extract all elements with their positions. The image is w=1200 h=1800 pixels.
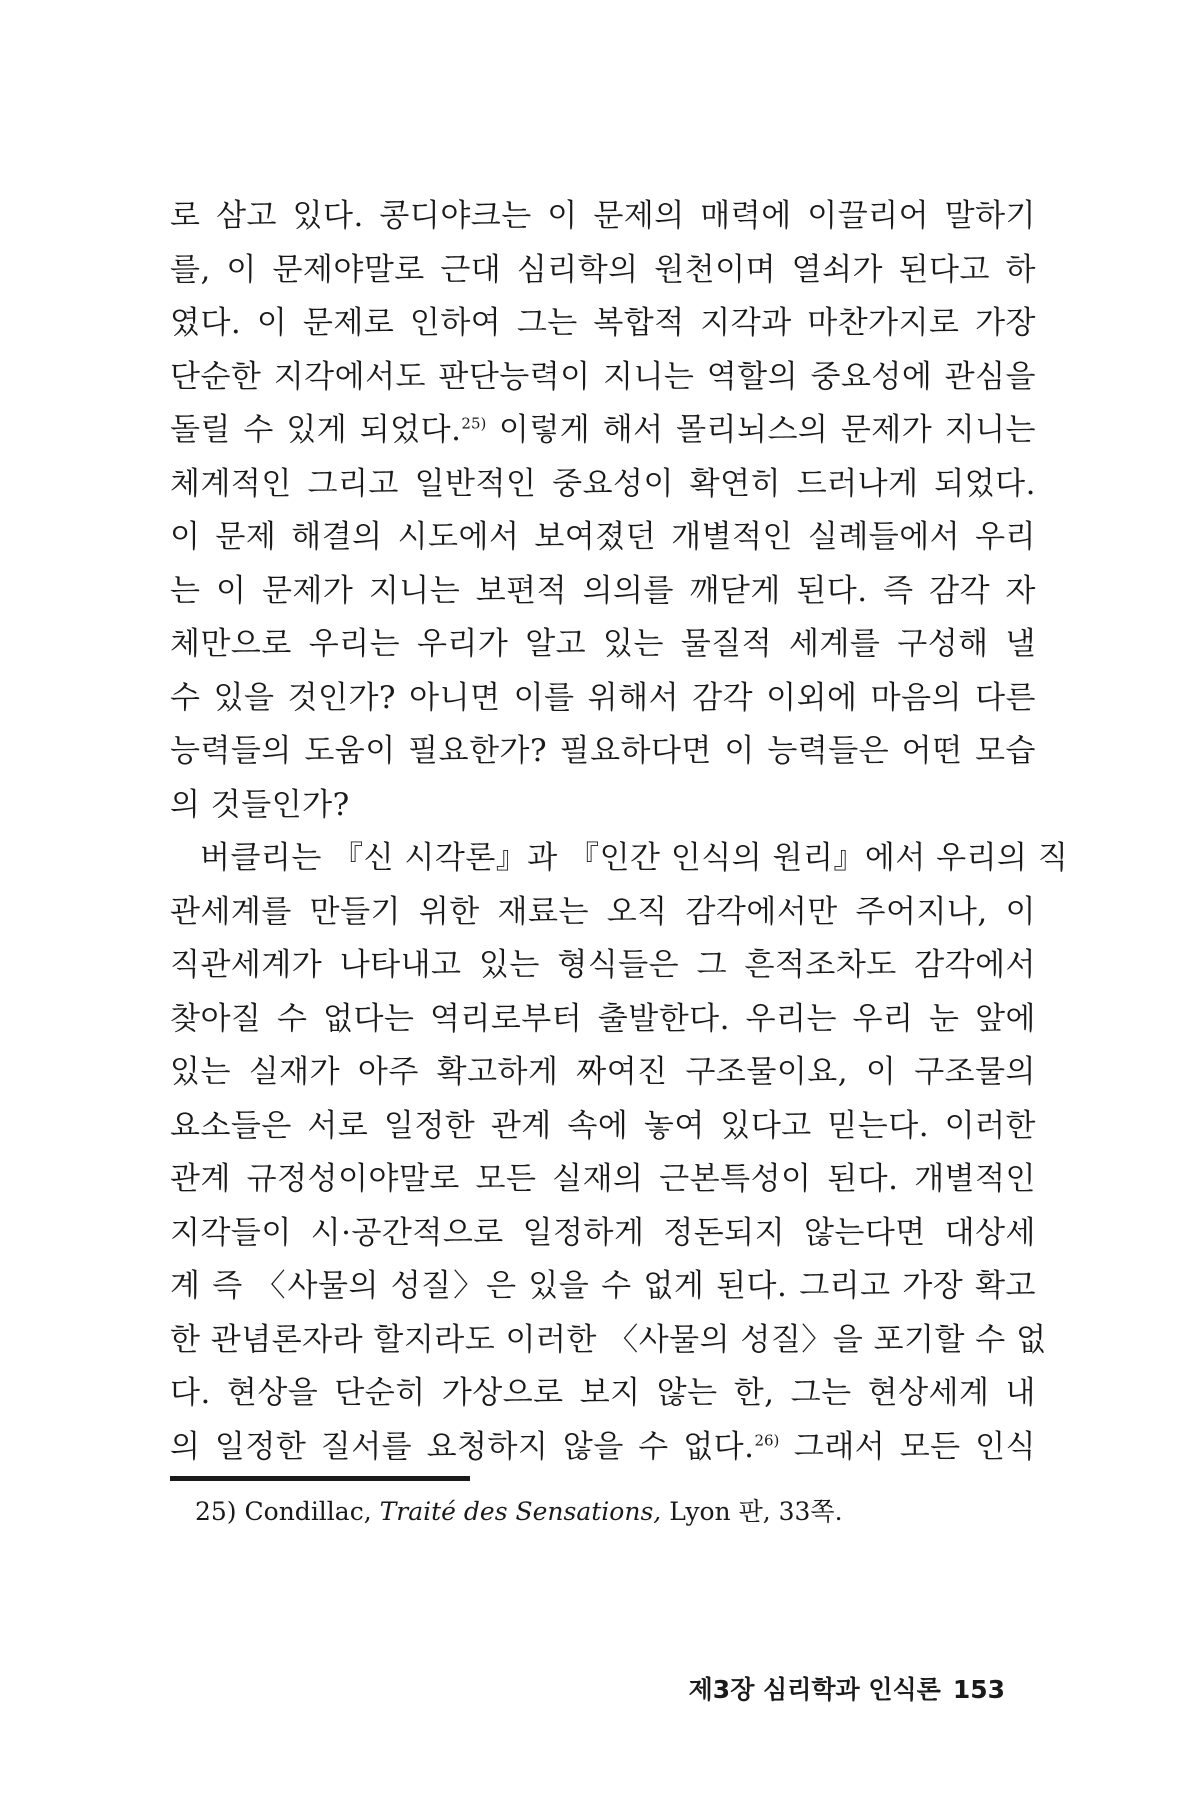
text-line: 수 있을 것인가? 아니면 이를 위해서 감각 이외에 마음의 다른 [170, 679, 1036, 716]
text-segment: 돌릴 수 있게 되었다. [170, 412, 462, 448]
page-number: 153 [952, 1675, 1005, 1704]
text-line: 있는 실재가 아주 확고하게 짜여진 구조물이요, 이 구조물의 [170, 1054, 1036, 1090]
text-line: 능력들의 도움이 필요한가? 필요하다면 이 능력들은 어떤 모습 [170, 733, 1036, 769]
text-line: 관세계를 만들기 위한 재료는 오직 감각에서만 주어지나, 이 [170, 893, 1036, 930]
footnote-divider [170, 1476, 470, 1481]
text-line: 이 문제 해결의 시도에서 보여졌던 개별적인 실례들에서 우리 [170, 519, 1036, 555]
footnote-author: Condillac, [244, 1497, 372, 1526]
text-line: 를, 이 문제야말로 근대 심리학의 원천이며 열쇠가 된다고 하 [170, 251, 1036, 288]
footnote-number: 25) [195, 1497, 237, 1526]
text-segment: 그래서 모든 인식 [779, 1428, 1036, 1465]
text-segment: 이렇게 해서 몰리뇌스의 문제가 지니는 [486, 412, 1037, 448]
body-text [170, 190, 1069, 1474]
paragraph-first-line: 버클리는 『신 시각론』과 『인간 인식의 원리』에서 우리의 직 [200, 840, 1069, 876]
text-line [170, 404, 1036, 458]
footnote-details: Lyon 판, 33쪽. [669, 1497, 843, 1526]
text-line: 체계적인 그리고 일반적인 중요성이 확연히 드러나게 되었다. [170, 465, 1036, 502]
text-line: 의 것들인가? [170, 786, 350, 823]
text-line: 였다. 이 문제로 인하여 그는 복합적 지각과 마찬가지로 가장 [170, 305, 1036, 341]
running-footer [689, 1670, 1005, 1706]
text-line: 계 즉 〈사물의 성질〉은 있을 수 없게 된다. 그리고 가장 확고 [170, 1268, 1036, 1304]
text-line: 직관세계가 나타내고 있는 형식들은 그 흔적조차도 감각에서 [170, 947, 1036, 983]
footnote-reference: 25) [461, 414, 487, 433]
footnote [195, 1495, 843, 1529]
text-line: 찾아질 수 없다는 역리로부터 출발한다. 우리는 우리 눈 앞에 [170, 1000, 1036, 1037]
text-line: 단순한 지각에서도 판단능력이 지니는 역할의 중요성에 관심을 [170, 358, 1036, 395]
footnote-reference: 26) [754, 1431, 780, 1450]
text-line: 는 이 문제가 지니는 보편적 의의를 깨닫게 된다. 즉 감각 자 [170, 572, 1036, 609]
text-line [170, 1421, 1036, 1475]
chapter-title: 제3장 심리학과 인식론 [688, 1675, 941, 1704]
text-line: 체만으로 우리는 우리가 알고 있는 물질적 세계를 구성해 낼 [170, 626, 1036, 662]
text-line: 관계 규정성이야말로 모든 실재의 근본특성이 된다. 개별적인 [170, 1161, 1036, 1197]
text-line: 지각들이 시·공간적으로 일정하게 정돈되지 않는다면 대상세 [170, 1214, 1036, 1251]
footnote-title: Traité des Sensations, [379, 1497, 662, 1526]
text-line: 한 관념론자라 할지라도 이러한 〈사물의 성질〉을 포기할 수 없 [170, 1321, 1047, 1358]
text-segment: 의 일정한 질서를 요청하지 않을 수 없다. [170, 1428, 755, 1465]
text-line: 요소들은 서로 일정한 관계 속에 놓여 있다고 믿는다. 이러한 [170, 1107, 1036, 1144]
text-line: 로 삼고 있다. 콩디야크는 이 문제의 매력에 이끌리어 말하기 [170, 198, 1036, 234]
text-line: 다. 현상을 단순히 가상으로 보지 않는 한, 그는 현상세계 내 [170, 1375, 1036, 1411]
